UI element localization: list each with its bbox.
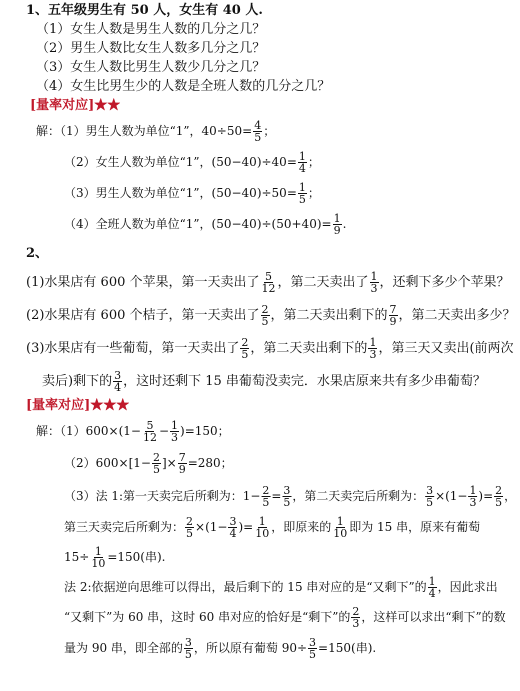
q1-title: 1、五年级男生有 50 人，女生有 40 人.	[26, 3, 263, 18]
q2-part-3: (3)水果店有一些葡萄，第一天卖出了 $\frac{2}{5}$ ，第二天卖出剩下的 $\frac{1}{3}$ ，第三天又卖出(前两次	[26, 336, 514, 361]
q2-number: 2、	[26, 246, 49, 261]
q1-item-4: （4）女生比男生少的人数是全班人数的几分之几？	[36, 79, 331, 94]
q2-solution-3: （3）法 1:第一天卖完后所剩为：1− $\frac{2}{5}$ = $\frac{3}{5}$ ，第二天卖完后所剩为： $\frac{3}{5}$ ×(1− $\frac{1}{3}$ )= $\frac{2}{5}$ ，	[64, 484, 517, 509]
q2-method-2-line-2: “又剩下”为 60 串，这时 60 串对应的恰好是“剩下”的 $\frac{2}{3}$ ，这样可以求出“剩下”的数	[64, 605, 506, 630]
q1-answer-2: （2）女生人数为单位“1”，(50−40)÷40= $\frac{1}{4}$ ；	[64, 150, 320, 175]
q2-part-3-cont: 卖后)剩下的 $\frac{3}{4}$ ，这时还剩下 15 串葡萄没卖完．水果店原来共有多少串葡萄？	[42, 369, 486, 394]
fraction: $\frac{1}{5}$	[298, 181, 306, 206]
q2-part-2: (2)水果店有 600 个桔子，第一天卖出了 $\frac{2}{5}$ ，第二天卖出剩下的 $\frac{7}{9}$ ，第二天卖出多少？	[26, 303, 516, 328]
q1-item-3: （3）女生人数比男生人数少几分之几？	[36, 60, 266, 75]
fraction: $\frac{1}{9}$	[333, 212, 341, 237]
q1-item-1: （1）女生人数是男生人数的几分之几？	[36, 22, 266, 37]
fraction: $\frac{4}{5}$	[254, 119, 262, 144]
q2-solution-1: 解：（1）600×(1− $\frac{5}{12}$ − $\frac{1}{3}$ )=150；	[36, 419, 230, 444]
q1-answer-1: 解：（1）男生人数为单位“1”，40÷50= $\frac{4}{5}$ ；	[36, 119, 276, 144]
q1-level: [量率对应]★★	[30, 98, 121, 113]
q2-level: [量率对应]★★★	[26, 398, 130, 413]
q1-answer-3: （3）男生人数为单位“1”，(50−40)÷50= $\frac{1}{5}$ ；	[64, 181, 320, 206]
fraction: $\frac{1}{4}$	[298, 150, 306, 175]
q2-solution-2: （2）600×[1− $\frac{2}{5}$ ]× $\frac{7}{9}$ =280；	[64, 451, 233, 476]
q2-solution-3-line-2: 第三天卖完后所剩为： $\frac{2}{5}$ ×(1− $\frac{3}{4}$ )= $\frac{1}{10}$ ，即原来的 $\frac{1}{10}$ 即为 15 串，原来有葡萄	[64, 515, 481, 540]
q1-item-2: （2）男生人数比女生人数多几分之几？	[36, 41, 266, 56]
q2-solution-3-line-3: 15÷ $\frac{1}{10}$ =150(串).	[64, 545, 166, 570]
q2-method-2-line-1: 法 2:依据逆向思维可以得出，最后剩下的 15 串对应的是“又剩下”的 $\frac{1}{4}$ ，因此求出	[64, 575, 498, 600]
q1-answer-4: （4）全班人数为单位“1”，(50−40)÷(50+40)= $\frac{1}{9}$ .	[64, 212, 347, 237]
q2-part-1: (1)水果店有 600 个苹果，第一天卖出了 $\frac{5}{12}$ ，第二天卖出了 $\frac{1}{3}$ ，还剩下多少个苹果？	[26, 270, 510, 295]
q2-method-2-line-3: 量为 90 串，即全部的 $\frac{3}{5}$ ，所以原有葡萄 90÷ $\frac{3}{5}$ =150(串).	[64, 636, 377, 661]
